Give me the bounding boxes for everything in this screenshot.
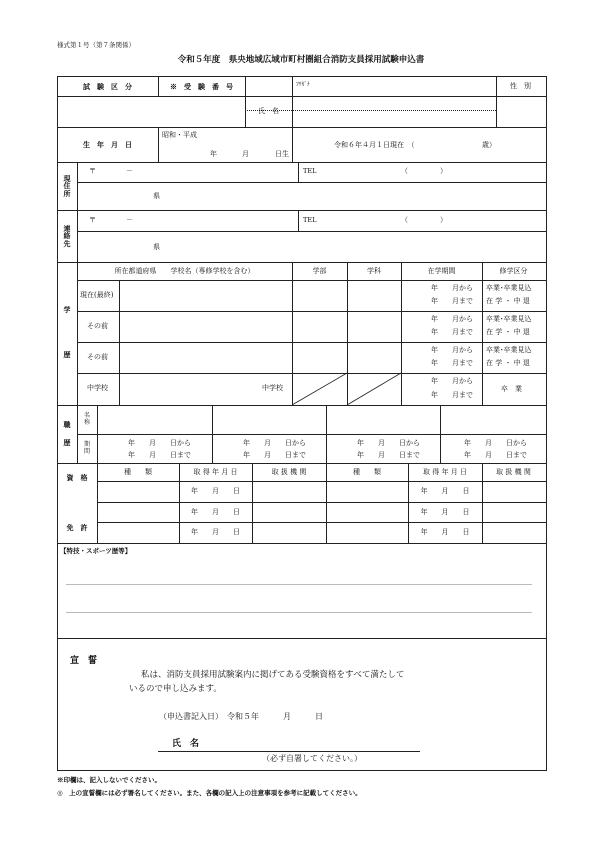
exam-category-label: 試 験 区 分	[83, 81, 132, 91]
oath-signature-input[interactable]	[215, 734, 420, 750]
qual-date-placeholder: 年 月 日	[420, 528, 470, 536]
edu-junior-high-label: 中学校	[87, 384, 108, 392]
contact-tel-open: （	[401, 216, 408, 224]
edu-school-input[interactable]	[120, 281, 291, 310]
qual-type-input[interactable]	[327, 482, 407, 542]
birth-month-unit: 月	[242, 150, 249, 158]
oath-name-label: 氏 名	[172, 739, 200, 749]
special-skills-input[interactable]	[60, 560, 540, 630]
contact-prefecture: 県	[153, 243, 160, 251]
edu-header-period: 在学期間	[427, 266, 456, 275]
current-postal-dash: －	[126, 167, 133, 175]
furigana-label: ﾌﾘｶﾞﾅ	[296, 82, 310, 88]
name-input[interactable]	[293, 97, 495, 126]
age-reference: 令和６年４月１日現在 （	[334, 141, 415, 149]
edu-status-option-2[interactable]: 在 学 ・ 中 退	[486, 297, 530, 305]
current-postal-input[interactable]	[96, 164, 296, 180]
edu-period-from: 年 月から	[431, 284, 473, 292]
edu-period-to: 年 月まで	[431, 359, 473, 367]
contact-postal-input[interactable]	[96, 212, 296, 229]
edu-status-option-1[interactable]: 卒業･卒業見込	[486, 284, 532, 292]
current-address-label: 現 住 所	[63, 173, 71, 198]
contact-tel-input[interactable]	[320, 212, 544, 229]
employment-period-from: 年 月 日から	[243, 439, 306, 447]
qual-header-agency: 取 扱 機 関	[271, 467, 307, 476]
employment-period-to: 年 月 日まで	[243, 451, 306, 459]
qual-type-input[interactable]	[98, 482, 178, 542]
edu-period-from: 年 月から	[431, 346, 473, 354]
qual-date-placeholder: 年 月 日	[191, 528, 240, 536]
employment-name-label: 名 称	[83, 412, 90, 426]
employment-period-from: 年 月 日から	[464, 439, 527, 447]
birth-day-unit: 日生	[275, 150, 289, 158]
employment-name-input[interactable]	[327, 406, 439, 433]
current-tel-open: （	[401, 167, 408, 175]
edu-junior-high-suffix: 中学校	[262, 384, 283, 392]
birth-year-unit: 年	[210, 150, 217, 158]
edu-header-status: 修学区分	[499, 266, 528, 275]
qualifications-label: 資 格	[66, 472, 88, 482]
edu-status-option-2[interactable]: 在 学 ・ 中 退	[486, 328, 530, 336]
edu-junior-high-input[interactable]	[120, 374, 260, 404]
edu-period-to: 年 月まで	[431, 328, 473, 336]
footnote-2: ◎ 上の宣誓欄には必ず署名してください。また、各欄の記入上の注意事項を参考に記載してください。	[57, 789, 362, 797]
form-title: 令和５年度 県央地域広域市町村圏組合消防支員採用試験申込書	[177, 54, 425, 65]
edu-period-to: 年 月まで	[431, 297, 473, 305]
qual-date-placeholder: 年 月 日	[191, 487, 240, 495]
edu-department-input[interactable]	[348, 312, 400, 341]
edu-header-faculty: 学部	[312, 266, 327, 275]
special-skills-label: 【特技・スポーツ歴等】	[60, 547, 132, 555]
oath-date-label: （申込書記入日） 令和５年 月 日	[159, 712, 323, 721]
edu-junior-high-from: 年 月から	[431, 377, 473, 385]
edu-junior-high-to: 年 月まで	[431, 391, 473, 399]
qual-header-agency: 取 扱 機 関	[496, 467, 531, 476]
edu-period-from: 年 月から	[431, 315, 473, 323]
licenses-label: 免 許	[66, 522, 88, 532]
edu-row-label: その前	[87, 322, 108, 330]
current-tel-input[interactable]	[320, 164, 544, 180]
name-label: 氏 名	[258, 107, 279, 115]
current-tel-label: TEL	[303, 167, 317, 175]
qual-agency-input[interactable]	[253, 482, 325, 542]
exam-category-input[interactable]	[57, 96, 158, 127]
edu-status-option-1[interactable]: 卒業･卒業見込	[486, 346, 532, 354]
qual-header-type: 種 類	[124, 467, 152, 476]
edu-school-input[interactable]	[120, 312, 291, 341]
employment-period-label: 期 間	[83, 441, 90, 455]
qual-header-date: 取 得 年 月 日	[193, 467, 238, 476]
current-tel-close: ）	[440, 167, 447, 175]
current-prefecture: 県	[153, 192, 160, 200]
contact-postal-mark: 〒	[89, 216, 96, 224]
oath-title: 宣 誓	[70, 656, 98, 666]
edu-faculty-input[interactable]	[293, 343, 346, 372]
birthdate-input[interactable]	[159, 128, 291, 161]
edu-faculty-input[interactable]	[293, 312, 346, 341]
oath-text-line-1: 私は、消防支員採用試験案内に掲げてある受験資格をすべて満たして	[141, 670, 405, 680]
employment-period-from: 年 月 日から	[128, 439, 191, 447]
contact-tel-label: TEL	[303, 216, 317, 224]
edu-row-label: その前	[87, 353, 108, 361]
contact-postal-dash: －	[126, 216, 133, 224]
era-label: 昭和・平成	[162, 131, 197, 139]
contact-address-input[interactable]	[79, 233, 544, 260]
form-number: 様式第１号（第７条関係）	[57, 41, 135, 49]
qual-date-placeholder: 年 月 日	[420, 507, 470, 516]
age-input[interactable]	[440, 136, 478, 154]
age-unit: 歳）	[482, 141, 496, 149]
qual-date-placeholder: 年 月 日	[420, 487, 470, 495]
edu-header-department: 学科	[367, 266, 381, 275]
education-label-top: 学	[63, 305, 71, 315]
exam-number-label: ※ 受 験 番 号	[170, 81, 233, 91]
furigana-input[interactable]	[318, 78, 493, 94]
employment-label-bottom: 歴	[63, 438, 71, 448]
birthdate-label: 生 年 月 日	[83, 140, 132, 149]
edu-junior-high-status: 卒 業	[501, 385, 522, 393]
employment-label-top: 職	[63, 420, 71, 430]
employment-period-to: 年 月 日まで	[464, 451, 527, 459]
edu-header-school: 所在都道府県 学校名（専修学校を含む）	[114, 266, 255, 275]
edu-department-input[interactable]	[348, 343, 400, 372]
edu-status-option-1[interactable]: 卒業･卒業見込	[486, 315, 532, 323]
employment-period-to: 年 月 日まで	[128, 451, 191, 459]
qual-header-type: 種 類	[353, 467, 381, 476]
edu-junior-high-diagonal	[292, 373, 401, 405]
qual-agency-input[interactable]	[483, 482, 544, 542]
gender-label: 性 別	[510, 81, 531, 90]
qual-header-date: 取 得 年 月 日	[423, 467, 467, 476]
edu-faculty-input[interactable]	[293, 281, 346, 310]
oath-text-line-2: いるので申し込みます。	[129, 684, 222, 694]
employment-name-input[interactable]	[98, 406, 211, 433]
contact-address-label: 連 絡 先	[63, 223, 71, 248]
current-postal-mark: 〒	[89, 167, 96, 175]
current-address-input[interactable]	[79, 184, 544, 208]
employment-period-to: 年 月 日まで	[357, 451, 420, 459]
footnote-1: ※印欄は、記入しないでください。	[57, 776, 161, 784]
oath-signature-note: （必ず自署してください。）	[262, 754, 362, 763]
employment-name-input[interactable]	[441, 406, 544, 433]
education-label-bottom: 歴	[63, 350, 71, 360]
edu-department-input[interactable]	[348, 281, 400, 310]
employment-name-input[interactable]	[213, 406, 325, 433]
gender-input[interactable]	[497, 97, 544, 126]
employment-period-from: 年 月 日から	[357, 439, 420, 447]
edu-row-label: 現在(最終)	[80, 291, 114, 299]
contact-tel-close: ）	[440, 216, 447, 224]
edu-status-option-2[interactable]: 在 学 ・ 中 退	[486, 359, 530, 367]
qual-date-placeholder: 年 月 日	[191, 507, 240, 516]
edu-school-input[interactable]	[120, 343, 291, 372]
